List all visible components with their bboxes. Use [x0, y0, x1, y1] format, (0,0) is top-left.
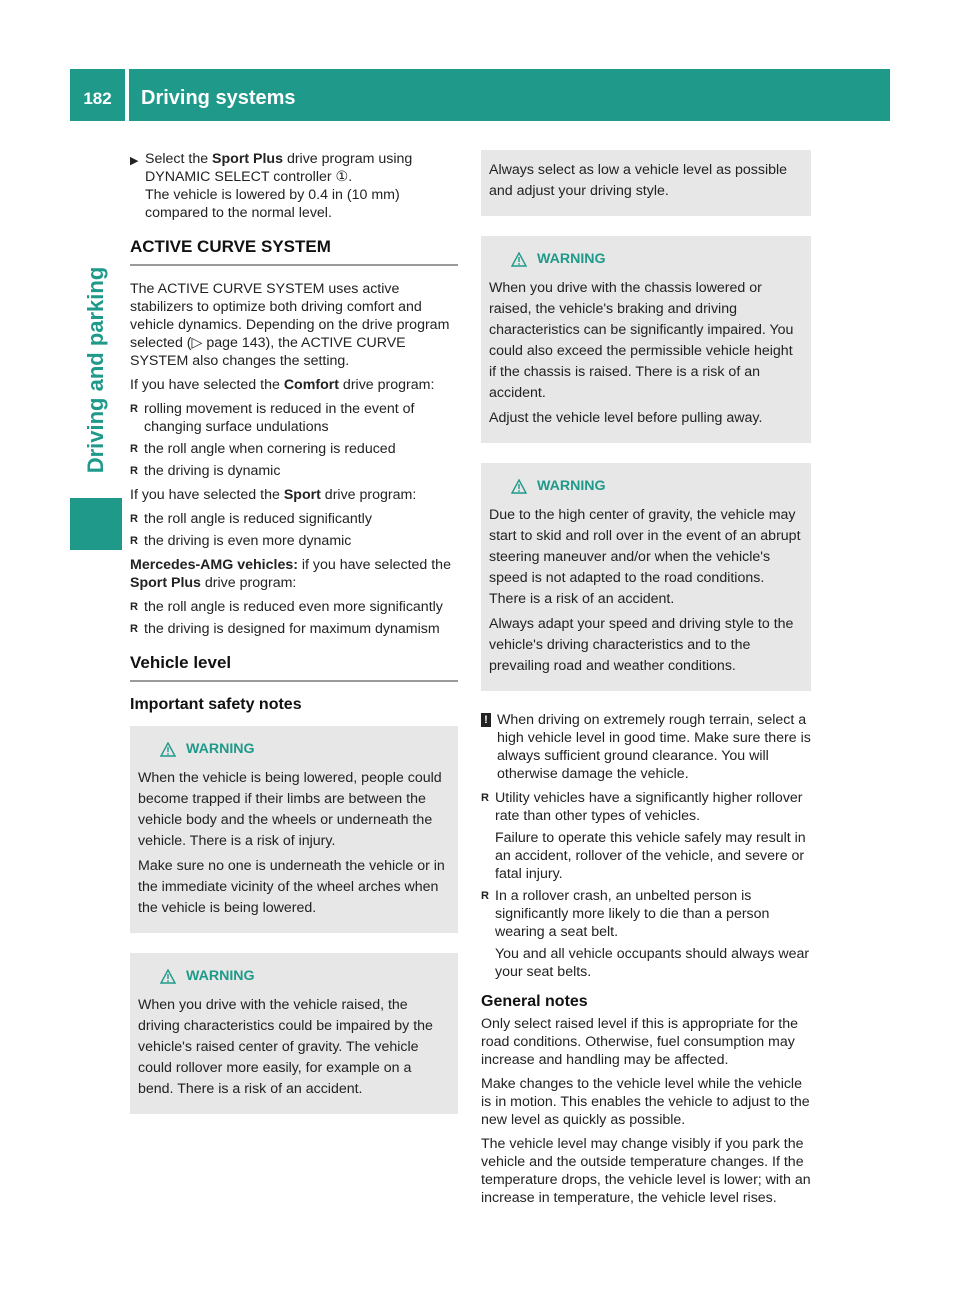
- list-item: [130, 462, 458, 480]
- header-separator: [125, 69, 129, 121]
- warning-box: [481, 236, 811, 443]
- side-tab-label: Driving and parking: [83, 266, 108, 474]
- general-notes-heading: General notes: [481, 993, 588, 1010]
- step-text-3: .: [348, 169, 353, 185]
- list-item: [130, 532, 458, 550]
- warning-text: When you drive with the vehicle raised, the driving characteristics could be impaired by the vehicle's raised center of gravity. The vehicle could rollover more easily, for example on a bend. There is a risk of an accident.: [138, 997, 433, 1097]
- warning-triangle-icon: [160, 742, 176, 757]
- list-item-text: the roll angle when cornering is reduced: [144, 441, 396, 457]
- section-title: Driving systems: [141, 87, 296, 109]
- comfort-list: [130, 400, 458, 480]
- left-column: [130, 150, 458, 1134]
- list-item: [481, 887, 811, 981]
- warning-heading: [138, 967, 450, 985]
- warning-box: [130, 726, 458, 933]
- info-text: Always select as low a vehicle level as possible and adjust your driving style.: [489, 162, 788, 199]
- sport-pre: If you have selected the: [130, 487, 284, 503]
- list-item: [130, 598, 458, 616]
- warning-heading: [489, 250, 803, 268]
- bullet-r-marker: R: [130, 403, 138, 415]
- comfort-bold: Comfort: [283, 377, 339, 393]
- bullet-r-marker: R: [130, 443, 138, 455]
- acs-heading: ACTIVE CURVE SYSTEM: [130, 238, 458, 266]
- warning-text: Make sure no one is underneath the vehicle or in the immediate vicinity of the wheel arches when the vehicle is being lowered.: [138, 858, 445, 916]
- list-item-text: the driving is designed for maximum dynamism: [144, 621, 440, 637]
- notice-text: When driving on extremely rough terrain, select a high vehicle level in good time. Make sure there is always sufficient ground clearance. You will otherwise damage the vehicle.: [497, 712, 811, 782]
- sport-bold: Sport: [283, 487, 321, 503]
- safety-list: [481, 789, 811, 981]
- bullet-r-marker: R: [130, 623, 138, 635]
- vehicle-level-heading: Vehicle level: [130, 654, 458, 682]
- list-item-text: the roll angle is reduced significantly: [144, 511, 372, 527]
- warning-label: WARNING: [186, 741, 255, 757]
- list-item-text: In a rollover crash, an unbelted person is significantly more likely to die than a person wearing a seat belt.: [495, 888, 770, 940]
- warning-triangle-icon: [511, 252, 527, 267]
- amg-bold-2: Sport Plus: [130, 575, 201, 591]
- warning-heading: [489, 477, 803, 495]
- warning-box: [130, 953, 458, 1114]
- exclamation-icon: !: [481, 713, 491, 727]
- warning-heading: [138, 740, 450, 758]
- bullet-r-marker: R: [130, 465, 138, 477]
- warning-label: WARNING: [537, 478, 606, 494]
- list-item: [130, 510, 458, 528]
- list-item-detail: Failure to operate this vehicle safely may result in an accident, rollover of the vehicle, and severe or fatal injury.: [495, 830, 806, 882]
- right-column: [481, 150, 811, 1213]
- info-box: [481, 150, 811, 216]
- bullet-r-marker: R: [130, 601, 138, 613]
- warning-label: WARNING: [537, 251, 606, 267]
- warning-label: WARNING: [186, 968, 255, 984]
- step-text-2: drive program using DYNAMIC SELECT controller: [145, 151, 413, 185]
- bullet-r-marker: R: [130, 535, 138, 547]
- list-item: [130, 400, 458, 436]
- page-number: 182: [83, 89, 112, 108]
- instruction-step: [130, 150, 458, 222]
- list-item-text: rolling movement is reduced in the event of changing surface undulations: [144, 401, 415, 435]
- step-arrow-icon: ▶: [130, 155, 139, 167]
- amg-intro: [130, 556, 458, 592]
- warning-text: When the vehicle is being lowered, people could become trapped if their limbs are between the vehicle body and the wheels or underneath the vehicle. There is a risk of injury.: [138, 770, 442, 849]
- warning-text: Adjust the vehicle level before pulling away.: [489, 410, 763, 426]
- general-text: Only select raised level if this is appropriate for the road conditions. Otherwise, fuel consumption may increase and handling may be affected.: [481, 1016, 799, 1068]
- sport-post: drive program:: [320, 487, 417, 503]
- list-item: [481, 789, 811, 883]
- notice: [481, 711, 811, 783]
- list-item: [130, 440, 458, 458]
- bullet-r-marker: R: [481, 890, 489, 902]
- amg-post: drive program:: [200, 575, 297, 591]
- safety-notes-heading: Important safety notes: [130, 696, 302, 713]
- step-text: Select the: [145, 151, 213, 167]
- step-bold: Sport Plus: [212, 151, 283, 167]
- amg-bold: Mercedes-AMG vehicles:: [130, 557, 298, 573]
- list-item-text: the roll angle is reduced even more significantly: [144, 599, 443, 615]
- step-result: The vehicle is lowered by 0.4 in (10 mm) compared to the normal level.: [145, 187, 400, 221]
- comfort-post: drive program:: [338, 377, 435, 393]
- sport-intro: [130, 486, 458, 504]
- bullet-r-marker: R: [481, 792, 489, 804]
- comfort-intro: [130, 376, 458, 394]
- list-item-detail: You and all vehicle occupants should always wear your seat belts.: [495, 946, 810, 980]
- warning-text: When you drive with the chassis lowered or raised, the vehicle's braking and driving characteristics can be significantly impaired. You could also exceed the permissible vehicle height if the chassis is raised. There is a risk of an accident.: [489, 280, 794, 401]
- list-item-text: Utility vehicles have a significantly higher rollover rate than other types of vehicles.: [495, 790, 803, 824]
- warning-text: Due to the high center of gravity, the vehicle may start to skid and roll over in the event of an abrupt steering maneuver and/or when the vehicle's speed is not adapted to the road conditions. There is a risk of an accident.: [489, 507, 801, 607]
- general-text: Make changes to the vehicle level while the vehicle is in motion. This enables the vehicle to adjust to the new level as quickly as possible.: [481, 1076, 810, 1128]
- warning-triangle-icon: [160, 969, 176, 984]
- list-item-text: the driving is even more dynamic: [144, 533, 352, 549]
- warning-text: Always adapt your speed and driving style to the vehicle's driving characteristics and to the prevailing road and weather conditions.: [489, 616, 794, 674]
- acs-intro: The ACTIVE CURVE SYSTEM uses active stabilizers to optimize both driving comfort and vehicle dynamics. Depending on the drive program selected (▷ page 143), the ACTIVE CURVE SYSTEM also changes the setting.: [130, 281, 450, 369]
- list-item-text: the driving is dynamic: [144, 463, 281, 479]
- warning-box: [481, 463, 811, 691]
- amg-mid: if you have selected the: [297, 557, 451, 573]
- general-text: The vehicle level may change visibly if you park the vehicle and the outside temperature changes. If the temperature drops, the vehicle level is lower; with an increase in temperature, the vehicle level rises.: [481, 1136, 811, 1206]
- comfort-pre: If you have selected the: [130, 377, 284, 393]
- sport-list: [130, 510, 458, 550]
- warning-triangle-icon: [511, 479, 527, 494]
- side-tab-marker: [70, 498, 122, 550]
- controller-symbol: ①: [335, 169, 349, 185]
- list-item: [130, 620, 458, 638]
- amg-list: [130, 598, 458, 638]
- bullet-r-marker: R: [130, 513, 138, 525]
